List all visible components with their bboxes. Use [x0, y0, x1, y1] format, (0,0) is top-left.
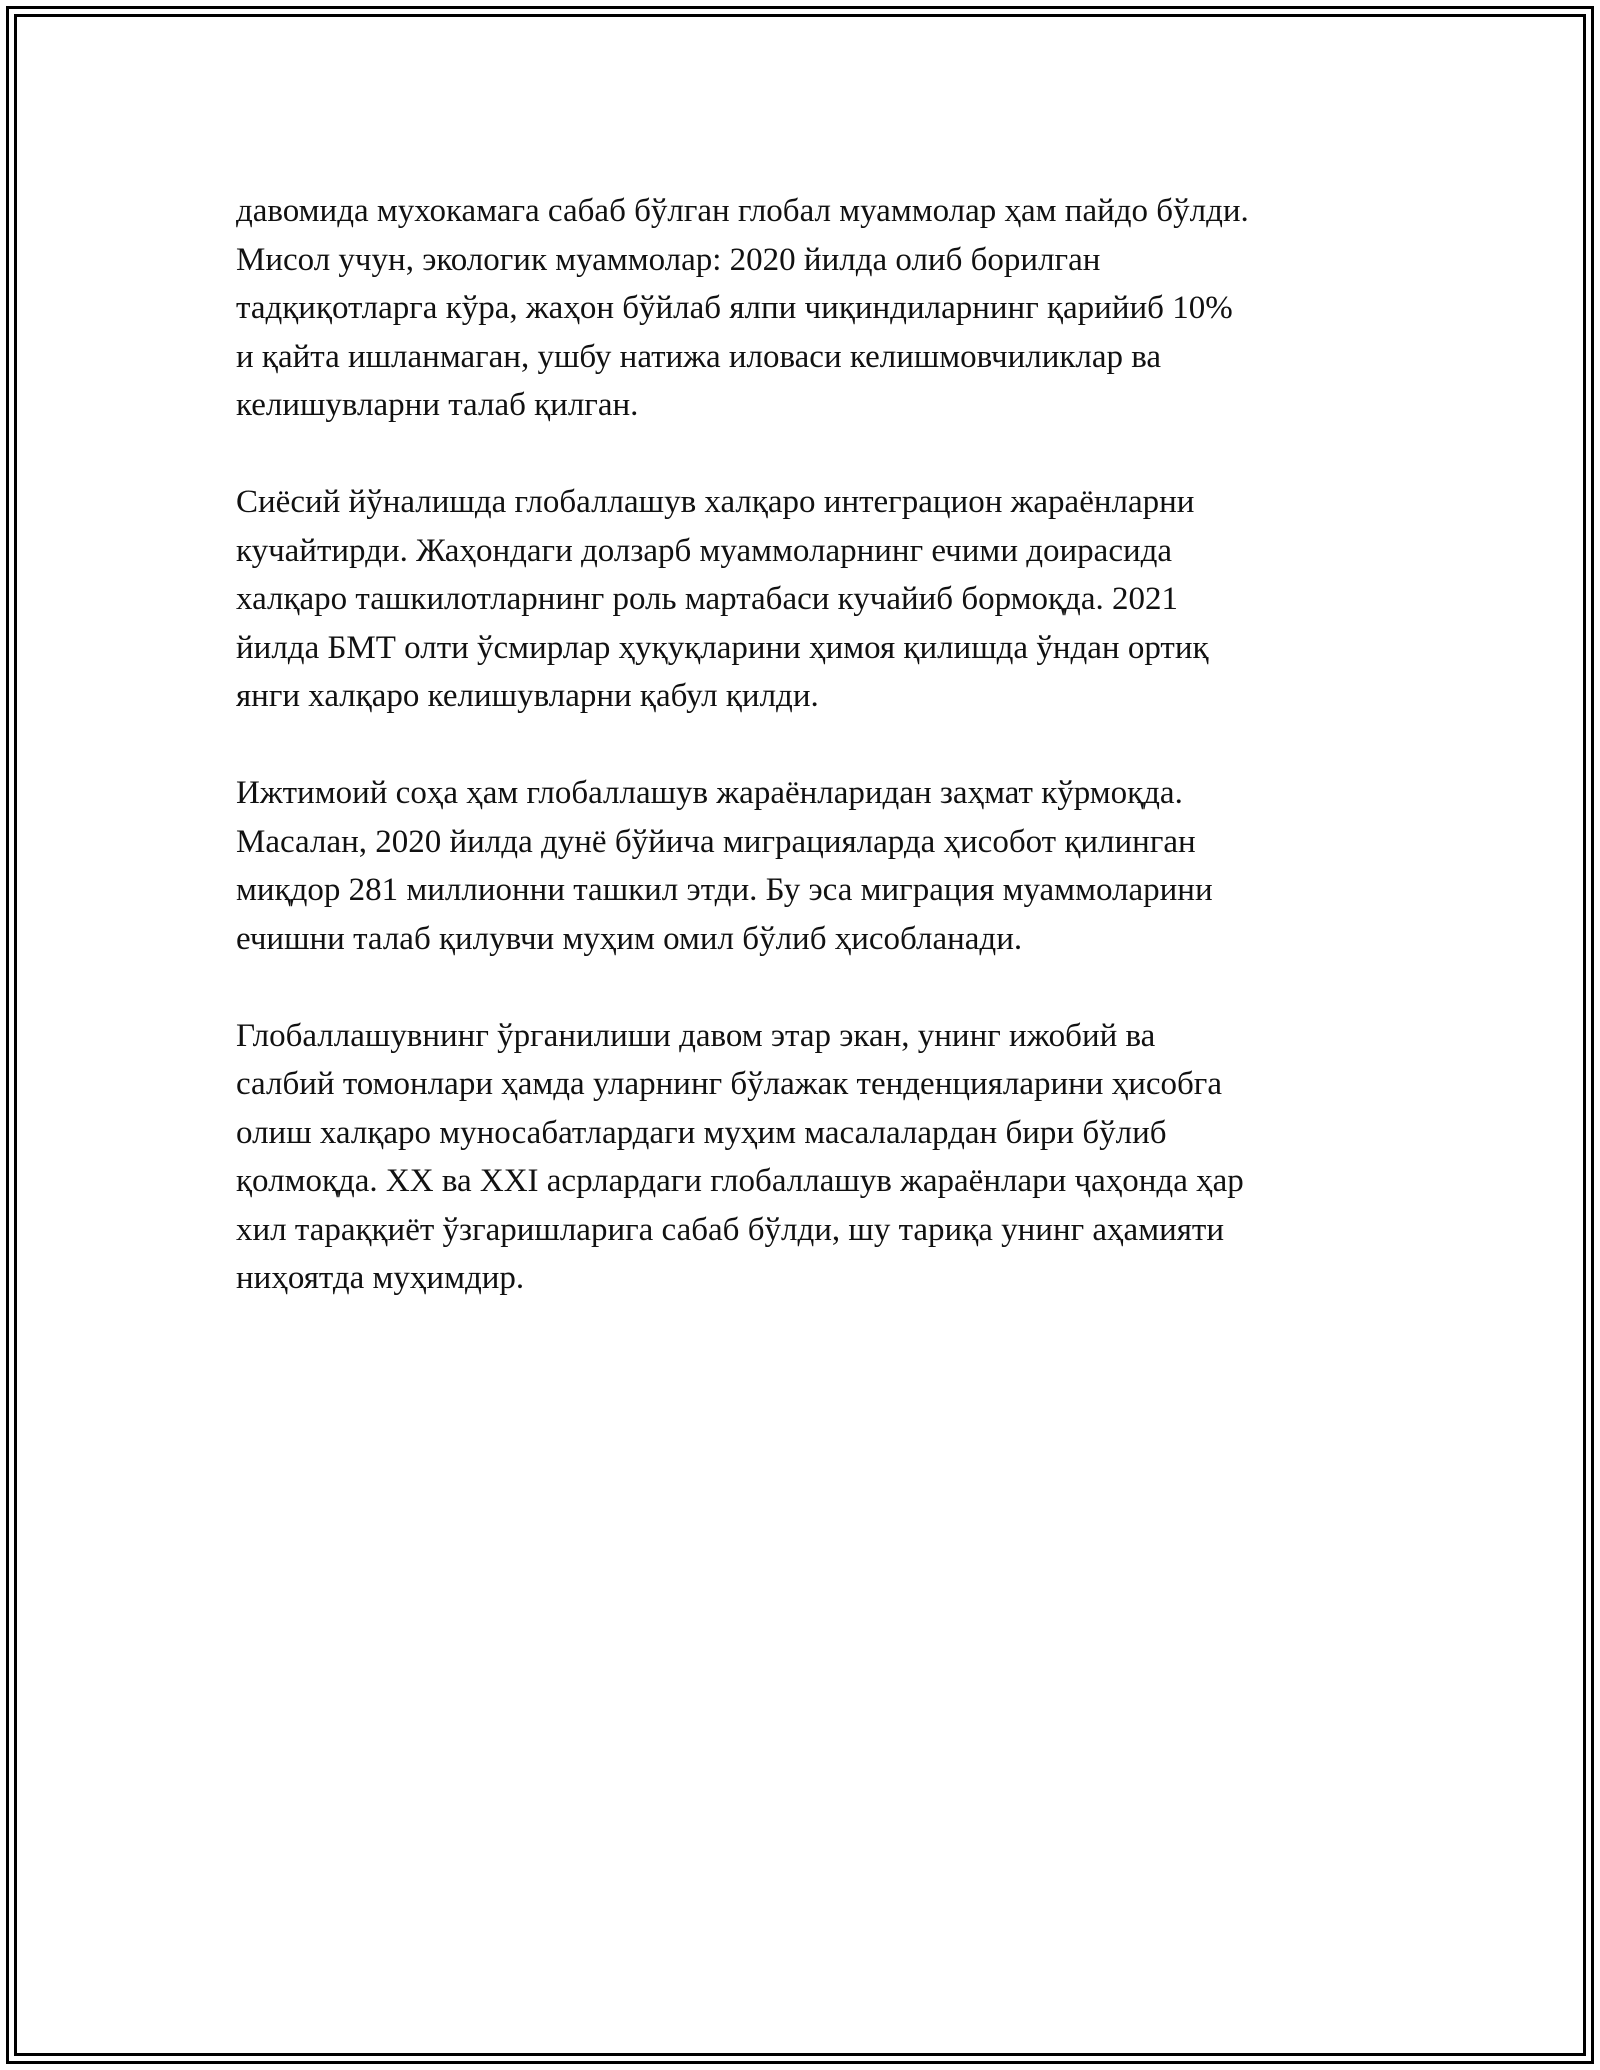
text-line: ниҳоятда муҳимдир.: [236, 1260, 525, 1296]
text-line: и қайта ишланмаган, ушбу натижа иловаси келишмовчиликлар ва: [236, 338, 1162, 375]
text-line: ечишни талаб қилувчи муҳим омил бўлиб ҳисобланади.: [236, 920, 1023, 957]
text-line: Глобаллашувнинг ўрганилиши давом этар экан, унинг ижобий ва: [236, 1017, 1156, 1054]
text-line: давомида мухокамага сабаб бўлган глобал муаммолар ҳам пайдо бўлди.: [236, 193, 1249, 229]
text-line: қолмоқда. XX ва XXI асрлардаги глобаллашув жараёнлари ҷаҳонда ҳар: [236, 1163, 1244, 1199]
paragraph-environment: [236, 187, 1376, 430]
paragraph-conclusion: [236, 1012, 1376, 1303]
paragraph-politics: [236, 478, 1376, 721]
text-line: миқдор 281 миллионни ташкил этди. Бу эса миграция муаммоларини: [236, 872, 1213, 908]
text-line: Мисол учун, экологик муаммолар: 2020 йилда олиб борилган: [236, 241, 1101, 278]
text-line: кучайтирди. Жаҳондаги долзарб муаммоларнинг ечими доирасида: [236, 532, 1173, 569]
text-line: янги халқаро келишувларни қабул қилди.: [236, 678, 819, 714]
paragraph-social: [236, 769, 1376, 963]
text-line: Ижтимоий соҳа ҳам глобаллашув жараёнларидан заҳмат кўрмоқда.: [236, 775, 1183, 811]
document-body: [236, 187, 1376, 1351]
text-line: Масалан, 2020 йилда дунё бўйича миграцияларда ҳисобот қилинган: [236, 823, 1196, 860]
text-line: салбий томонлари ҳамда уларнинг бўлажак тенденцияларини ҳисобга: [236, 1066, 1222, 1102]
text-line: келишувларни талаб қилган.: [236, 387, 639, 423]
text-line: олиш халқаро муносабатлардаги муҳим масалалардан бири бўлиб: [236, 1114, 1167, 1151]
text-line: Сиёсий йўналишда глобаллашув халқаро интеграцион жараёнларни: [236, 484, 1195, 520]
text-line: халқаро ташкилотларнинг роль мартабаси кучайиб бормоқда. 2021: [236, 581, 1178, 617]
text-line: хил тараққиёт ўзгаришларига сабаб бўлди, шу тариқа унинг аҳамияти: [236, 1211, 1225, 1248]
text-line: йилда БМТ олти ўсмирлар ҳуқуқларини ҳимоя қилишда ўндан ортиқ: [236, 629, 1209, 666]
text-line: тадқиқотларга кўра, жаҳон бўйлаб ялпи чиқиндиларнинг қарийиб 10%: [236, 290, 1233, 326]
